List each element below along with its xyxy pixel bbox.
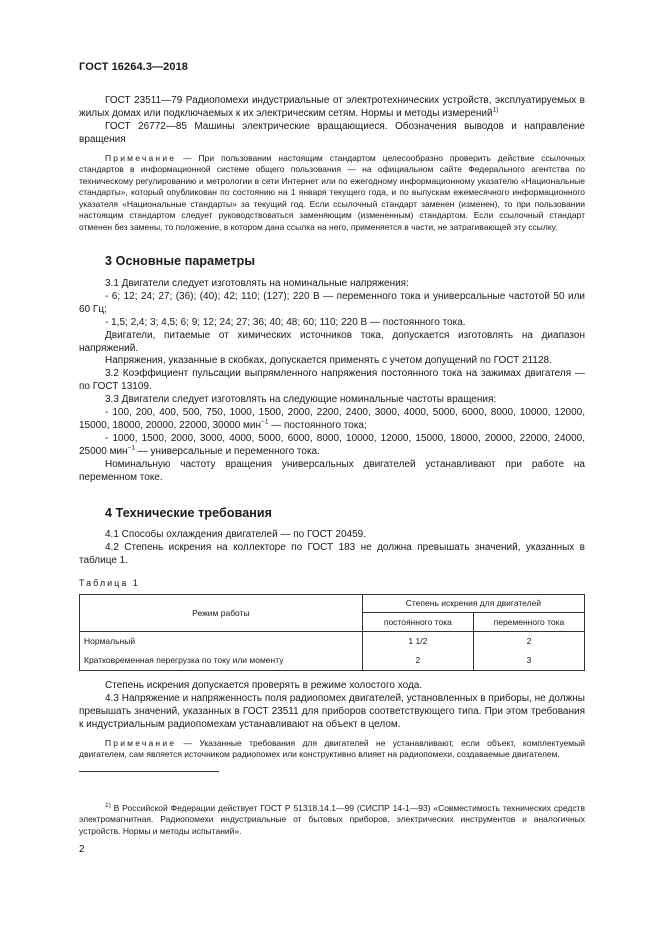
para-3-1-chem: Двигатели, питаемые от химических источников тока, допускается изготовлять на диапазон напряжений. [79, 329, 585, 354]
table-row [80, 651, 585, 671]
section-4-note: Примечание — Указанные требования для двигателей не устанавливают, если объект, комплектуемый двигателем, сам является источником радиопомех или конструктивно влияет на радиопомехи, создаваемые двигателем. [79, 737, 585, 760]
para-3-3-universal: Номинальную частоту вращения универсальных двигателей устанавливают при работе на переменном токе. [79, 458, 585, 483]
col-header-dc: постоянного тока [362, 613, 473, 632]
cell-dc: 1 1/2 [362, 632, 473, 652]
refs-note: Примечание — При пользовании настоящим стандартом целесообразно проверить действие ссылочных стандартов в информационной системе общего пользования — на официальном сайте Федерального агентства по техническому регулированию и метрологии в сети Интернет или по ежегодному информационному указателю «Национальные стандарты», который опубликован по состоянию на 1 января текущего года, и по выпускам ежемесячного информационного указателя «Национальные стандарты» за текущий год. Если ссылочный стандарт заменен (изменен), то при пользовании настоящим стандартом следует руководствоваться заменяющим (измененным) стандартом. Если ссылочный стандарт отменен без замены, то положение, в котором дана ссылка на него, применяется в части, не затрагивающей эту ссылку. [79, 152, 585, 232]
section-3-title: 3 Основные параметры [105, 254, 256, 269]
section-4-title: 4 Технические требования [105, 505, 273, 520]
page-content [79, 95, 585, 772]
footnote [79, 803, 585, 837]
page-number: 2 [79, 844, 85, 855]
cell-dc: 2 [362, 651, 473, 671]
table-row [80, 632, 585, 652]
para-4-1: 4.1 Способы охлаждения двигателей — по ГОСТ 20459. [105, 529, 366, 541]
para-3-3-ac: - 1000, 1500, 2000, 3000, 4000, 5000, 6000, 8000, 10000, 12000, 15000, 18000, 20000, 22000, 24000, 25000 мин$^{-1}$ — универсальные и переменного тока. [79, 432, 585, 457]
col-header-group: Степень искрения для двигателей [362, 595, 584, 613]
document-header: ГОСТ 16264.3—2018 [79, 61, 189, 73]
footnote-text: В Российской Федерации действует ГОСТ Р 51318.14.1—99 (СИСПР 14-1—93) «Совместимость технических средств электромагнитная. Радиопомехи индустриальные от бытовых приборов, электрических инструментов и аналогичных устройств. Нормы и методы испытаний». [79, 803, 585, 836]
col-header-ac: переменного тока [473, 613, 584, 632]
note-label: Примечание [105, 737, 177, 748]
table-caption: Таблица 1 [79, 578, 140, 589]
footnote-mark: 1) [492, 106, 499, 114]
note-label: Примечание [105, 152, 177, 163]
para-3-2: 3.2 Коэффициент пульсации выпрямленного напряжения постоянного тока на зажимах двигателя — по ГОСТ 13109. [79, 368, 585, 393]
col-header-mode: Режим работы [80, 595, 363, 632]
para-4-2-idle: Степень искрения допускается проверять в режиме холостого хода. [105, 680, 423, 692]
sparking-table [79, 594, 585, 671]
cell-ac: 3 [473, 651, 584, 671]
cell-ac: 2 [473, 632, 584, 652]
para-3-1: 3.1 Двигатели следует изготовлять на номинальные напряжения: [105, 278, 409, 290]
ref-gost-23511: ГОСТ 23511—79 Радиопомехи индустриальные от электротехнических устройств, эксплуатируемых в жилых домах или подключаемых к их электрическим сетям. Нормы и методы измерений$^{1)}$ [79, 95, 585, 119]
para-4-2: 4.2 Степень искрения на коллекторе по ГОСТ 183 не должна превышать значений, указанных в таблице 1. [79, 542, 585, 567]
footnote-mark: 1) [105, 802, 111, 810]
para-3-3-dc: - 100, 200, 400, 500, 750, 1000, 1500, 2000, 2200, 2400, 3000, 4000, 5000, 6000, 8000, 10000, 12000, 15000, 18000, 20000, 22000, 30000 мин$^{-1}$ — постоянного тока; [79, 407, 585, 431]
cell-mode: Кратковременная перегрузка по току или моменту [80, 651, 363, 671]
cell-mode: Нормальный [80, 632, 363, 652]
para-3-1-ac: - 6; 12; 24; 27; (36); (40); 42; 110; (127); 220 В — переменного тока и универсальные частотой 50 или 60 Гц; [79, 290, 585, 315]
ref-gost-26772: ГОСТ 26772—85 Машины электрические вращающиеся. Обозначения выводов и направление вращения [79, 120, 585, 145]
para-3-1-brackets: Напряжения, указанные в скобках, допускается применять с учетом допущений по ГОСТ 21128. [105, 355, 552, 367]
para-3-3: 3.3 Двигатели следует изготовлять на следующие номинальные частоты вращения: [105, 394, 497, 406]
para-4-3: 4.3 Напряжение и напряженность поля радиопомех двигателей, установленных в приборы, не должны превышать значений, указанных в ГОСТ 23511 для приборов соответствующего типа. При этом требования к индустриальным радиопомехам устанавливают на объект в целом. [79, 692, 585, 730]
footnote-divider [79, 771, 219, 772]
para-3-1-dc: - 1,5; 2,4; 3; 4,5; 6; 9; 12; 24; 27; 36; 40; 48; 60; 110; 220 В — постоянного тока. [105, 316, 466, 328]
